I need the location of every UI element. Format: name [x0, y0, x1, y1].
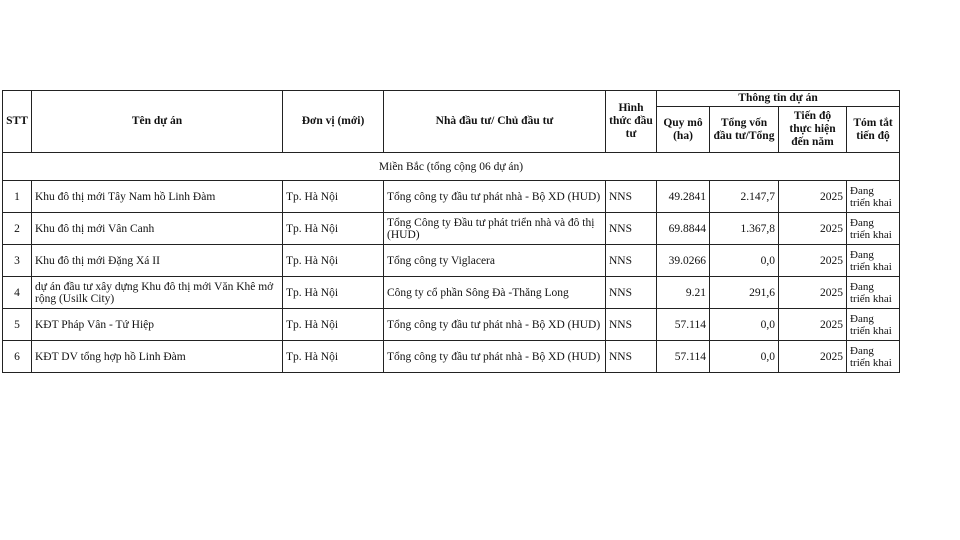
header-capital: Tổng vốn đầu tư/Tổng	[710, 107, 779, 153]
stt-cell: 3	[3, 245, 32, 277]
scale-cell: 39.0266	[657, 245, 710, 277]
project-name-cell: Khu đô thị mới Vân Canh	[32, 213, 283, 245]
investor-cell: Tổng công ty đầu tư phát nhà - Bộ XD (HUD)	[384, 309, 606, 341]
stt-cell: 2	[3, 213, 32, 245]
investor-cell: Tổng công ty đầu tư phát nhà - Bộ XD (HUD)	[384, 181, 606, 213]
scale-cell: 9.21	[657, 277, 710, 309]
capital-cell: 0,0	[710, 245, 779, 277]
status-cell: Đang triển khai	[847, 277, 900, 309]
investment-form-cell: NNS	[606, 245, 657, 277]
unit-cell: Tp. Hà Nội	[283, 245, 384, 277]
stt-cell: 6	[3, 341, 32, 373]
table-row	[3, 181, 900, 213]
header-unit: Đơn vị (mới)	[283, 91, 384, 153]
unit-cell: Tp. Hà Nội	[283, 309, 384, 341]
section-title: Miền Bắc (tổng cộng 06 dự án)	[3, 153, 900, 181]
stt-cell: 1	[3, 181, 32, 213]
table-row	[3, 213, 900, 245]
header-schedule: Tiến độ thực hiện đến năm	[779, 107, 847, 153]
status-cell: Đang triển khai	[847, 245, 900, 277]
project-name-cell: KĐT Pháp Vân - Tứ Hiệp	[32, 309, 283, 341]
capital-cell: 1.367,8	[710, 213, 779, 245]
status-cell: Đang triển khai	[847, 341, 900, 373]
investor-cell: Tổng công ty Viglacera	[384, 245, 606, 277]
header-scale: Quy mô (ha)	[657, 107, 710, 153]
investment-form-cell: NNS	[606, 213, 657, 245]
header-summary: Tóm tắt tiến độ	[847, 107, 900, 153]
status-cell: Đang triển khai	[847, 309, 900, 341]
schedule-year-cell: 2025	[779, 245, 847, 277]
header-investment-form: Hình thức đầu tư	[606, 91, 657, 153]
scale-cell: 49.2841	[657, 181, 710, 213]
table-row	[3, 309, 900, 341]
project-name-cell: Khu đô thị mới Tây Nam hồ Linh Đàm	[32, 181, 283, 213]
capital-cell: 291,6	[710, 277, 779, 309]
table-row	[3, 277, 900, 309]
schedule-year-cell: 2025	[779, 309, 847, 341]
project-name-cell: KĐT DV tổng hợp hồ Linh Đàm	[32, 341, 283, 373]
header-project-name: Tên dự án	[32, 91, 283, 153]
investor-cell: Tổng Công ty Đầu tư phát triển nhà và đô thị (HUD)	[384, 213, 606, 245]
stt-cell: 4	[3, 277, 32, 309]
table-row	[3, 245, 900, 277]
unit-cell: Tp. Hà Nội	[283, 213, 384, 245]
project-table	[2, 90, 900, 373]
header-project-info: Thông tin dự án	[657, 91, 900, 107]
project-name-cell: Khu đô thị mới Đặng Xá II	[32, 245, 283, 277]
stt-cell: 5	[3, 309, 32, 341]
investment-form-cell: NNS	[606, 341, 657, 373]
investor-cell: Công ty cổ phần Sông Đà -Thăng Long	[384, 277, 606, 309]
unit-cell: Tp. Hà Nội	[283, 181, 384, 213]
schedule-year-cell: 2025	[779, 213, 847, 245]
capital-cell: 0,0	[710, 309, 779, 341]
status-cell: Đang triển khai	[847, 213, 900, 245]
unit-cell: Tp. Hà Nội	[283, 277, 384, 309]
table-row	[3, 341, 900, 373]
investment-form-cell: NNS	[606, 277, 657, 309]
schedule-year-cell: 2025	[779, 341, 847, 373]
scale-cell: 57.114	[657, 341, 710, 373]
investment-form-cell: NNS	[606, 309, 657, 341]
schedule-year-cell: 2025	[779, 277, 847, 309]
project-name-cell: dự án đầu tư xây dựng Khu đô thị mới Văn Khê mở rộng (Usilk City)	[32, 277, 283, 309]
investor-cell: Tổng công ty đầu tư phát nhà - Bộ XD (HUD)	[384, 341, 606, 373]
investment-form-cell: NNS	[606, 181, 657, 213]
capital-cell: 2.147,7	[710, 181, 779, 213]
unit-cell: Tp. Hà Nội	[283, 341, 384, 373]
schedule-year-cell: 2025	[779, 181, 847, 213]
scale-cell: 69.8844	[657, 213, 710, 245]
scale-cell: 57.114	[657, 309, 710, 341]
capital-cell: 0,0	[710, 341, 779, 373]
header-investor: Nhà đầu tư/ Chủ đầu tư	[384, 91, 606, 153]
status-cell: Đang triển khai	[847, 181, 900, 213]
header-stt: STT	[3, 91, 32, 153]
